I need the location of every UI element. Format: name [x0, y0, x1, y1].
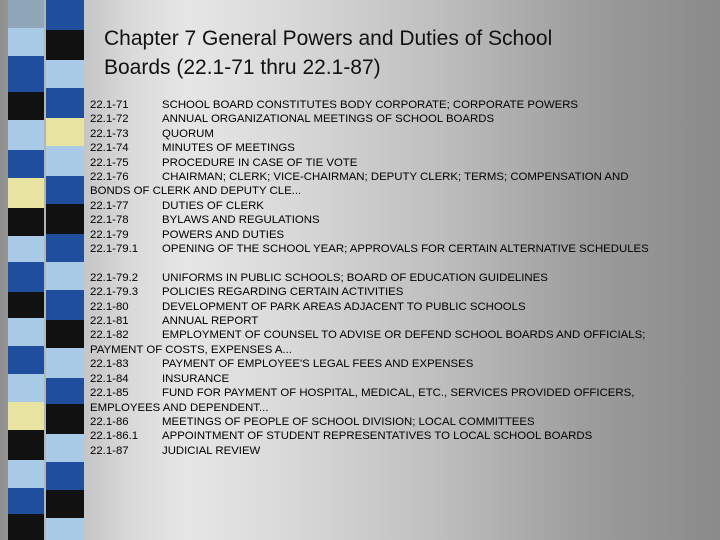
section-title: QUORUM — [162, 127, 214, 140]
section-row — [90, 199, 710, 213]
stripe-block — [8, 292, 44, 318]
section-code: 22.1-79.2 — [90, 271, 139, 284]
section-row — [90, 372, 710, 386]
section-title: OPENING OF THE SCHOOL YEAR; APPROVALS FOR CERTAIN ALTERNATIVE SCHEDULES — [162, 243, 649, 256]
section-title: POWERS AND DUTIES — [162, 228, 285, 241]
section-row — [90, 242, 710, 256]
section-spacer — [90, 256, 710, 270]
stripe-block — [46, 176, 84, 204]
stripe-block — [46, 462, 84, 490]
page-title — [104, 24, 704, 82]
stripe-block — [46, 320, 84, 348]
section-title: PAYMENT OF EMPLOYEE'S LEGAL FEES AND EXPENSES — [162, 358, 474, 371]
section-title: BYLAWS AND REGULATIONS — [162, 214, 320, 227]
stripe-block — [46, 60, 84, 88]
section-code: 22.1-71 — [90, 99, 129, 111]
section-row — [90, 213, 710, 227]
stripe-block — [46, 146, 84, 176]
section-code: 22.1-80 — [90, 300, 129, 313]
section-code: 22.1-82 — [90, 329, 129, 342]
section-title: ANNUAL REPORT — [162, 315, 259, 328]
stripe-block — [8, 402, 44, 430]
section-row — [90, 415, 710, 429]
section-code: 22.1-81 — [90, 315, 129, 328]
section-code: 22.1-83 — [90, 358, 129, 371]
section-code: 22.1-73 — [90, 127, 129, 140]
stripe-block — [8, 28, 44, 56]
section-row — [90, 285, 710, 299]
section-title: PROCEDURE IN CASE OF TIE VOTE — [162, 156, 358, 169]
section-title-continuation: BONDS OF CLERK AND DEPUTY CLE... — [90, 185, 302, 198]
stripe-block — [8, 514, 44, 540]
section-row — [90, 357, 710, 371]
section-code: 22.1-75 — [90, 156, 129, 169]
section-code: 22.1-86 — [90, 415, 129, 428]
section-row — [90, 170, 710, 184]
section-code: 22.1-78 — [90, 214, 129, 227]
stripe-block — [8, 150, 44, 178]
section-row — [90, 328, 710, 342]
stripe-block — [8, 236, 44, 262]
section-code: 22.1-72 — [90, 113, 129, 126]
stripe-block — [8, 460, 44, 488]
stripe-block — [46, 348, 84, 378]
stripe-block — [8, 56, 44, 92]
stripe-block — [46, 518, 84, 540]
section-title: EMPLOYMENT OF COUNSEL TO ADVISE OR DEFEND SCHOOL BOARDS AND OFFICIALS; — [162, 329, 646, 342]
stripe-block — [8, 0, 44, 28]
section-title-continuation: EMPLOYEES AND DEPENDENT... — [90, 401, 269, 414]
section-code: 22.1-87 — [90, 444, 129, 457]
section-row — [90, 156, 710, 170]
section-title-continuation: PAYMENT OF COSTS, EXPENSES A... — [90, 343, 292, 356]
stripe-block — [46, 30, 84, 60]
stripe-block — [46, 0, 84, 30]
section-title: POLICIES REGARDING CERTAIN ACTIVITIES — [162, 286, 404, 299]
section-group-2 — [90, 271, 710, 458]
stripe-block — [8, 318, 44, 346]
stripe-block — [46, 490, 84, 518]
section-title: ANNUAL ORGANIZATIONAL MEETINGS OF SCHOOL BOARDS — [162, 113, 495, 126]
section-row — [90, 141, 710, 155]
section-code: 22.1-79.3 — [90, 286, 139, 299]
section-title: UNIFORMS IN PUBLIC SCHOOLS; BOARD OF EDUCATION GUIDELINES — [162, 271, 548, 284]
stripe-block — [8, 120, 44, 150]
stripe-block — [46, 118, 84, 146]
section-code: 22.1-79.1 — [90, 243, 139, 256]
stripe-block — [8, 374, 44, 402]
stripe-block — [8, 262, 44, 292]
stripe-block — [46, 290, 84, 320]
section-code: 22.1-77 — [90, 199, 129, 212]
section-code: 22.1-86.1 — [90, 430, 139, 443]
decorative-stripe — [0, 0, 86, 540]
section-row — [90, 386, 710, 400]
section-row — [90, 112, 710, 126]
section-title: INSURANCE — [162, 372, 230, 385]
stripe-block — [46, 262, 84, 290]
section-code: 22.1-76 — [90, 171, 129, 184]
section-title: APPOINTMENT OF STUDENT REPRESENTATIVES TO LOCAL SCHOOL BOARDS — [162, 430, 593, 443]
section-code: 22.1-85 — [90, 387, 129, 400]
section-row — [90, 444, 710, 458]
section-row — [90, 300, 710, 314]
section-row — [90, 98, 710, 112]
section-title: DUTIES OF CLERK — [162, 199, 264, 212]
stripe-block — [8, 346, 44, 374]
title-line-1: Chapter 7 General Powers and Duties of School — [104, 27, 553, 50]
section-row — [90, 127, 710, 141]
section-title: FUND FOR PAYMENT OF HOSPITAL, MEDICAL, ETC., SERVICES PROVIDED OFFICERS, — [162, 387, 635, 400]
stripe-block — [46, 434, 84, 462]
section-group-1 — [90, 98, 710, 256]
section-code: 22.1-84 — [90, 372, 129, 385]
stripe-block — [46, 234, 84, 262]
section-row — [90, 271, 710, 285]
stripe-column-left — [8, 0, 44, 540]
stripe-block — [46, 404, 84, 434]
stripe-block — [8, 178, 44, 208]
stripe-block — [8, 92, 44, 120]
stripe-block — [46, 88, 84, 118]
stripe-block — [8, 430, 44, 460]
section-list — [90, 98, 710, 458]
stripe-block — [8, 208, 44, 236]
stripe-block — [46, 378, 84, 404]
section-title: DEVELOPMENT OF PARK AREAS ADJACENT TO PUBLIC SCHOOLS — [162, 300, 526, 313]
section-title: CHAIRMAN; CLERK; VICE-CHAIRMAN; DEPUTY CLERK; TERMS; COMPENSATION AND — [162, 171, 629, 184]
section-title: SCHOOL BOARD CONSTITUTES BODY CORPORATE; CORPORATE POWERS — [162, 99, 579, 111]
section-code: 22.1-79 — [90, 228, 129, 241]
stripe-block — [46, 204, 84, 234]
section-code: 22.1-74 — [90, 142, 129, 155]
section-row — [90, 429, 710, 443]
section-title: MEETINGS OF PEOPLE OF SCHOOL DIVISION; LOCAL COMMITTEES — [162, 415, 535, 428]
title-line-2: Boards (22.1-71 thru 22.1-87) — [104, 56, 381, 79]
section-row — [90, 314, 710, 328]
stripe-column-right — [46, 0, 84, 540]
section-row — [90, 228, 710, 242]
section-title: JUDICIAL REVIEW — [162, 444, 261, 457]
stripe-block — [8, 488, 44, 514]
section-title: MINUTES OF MEETINGS — [162, 142, 295, 155]
